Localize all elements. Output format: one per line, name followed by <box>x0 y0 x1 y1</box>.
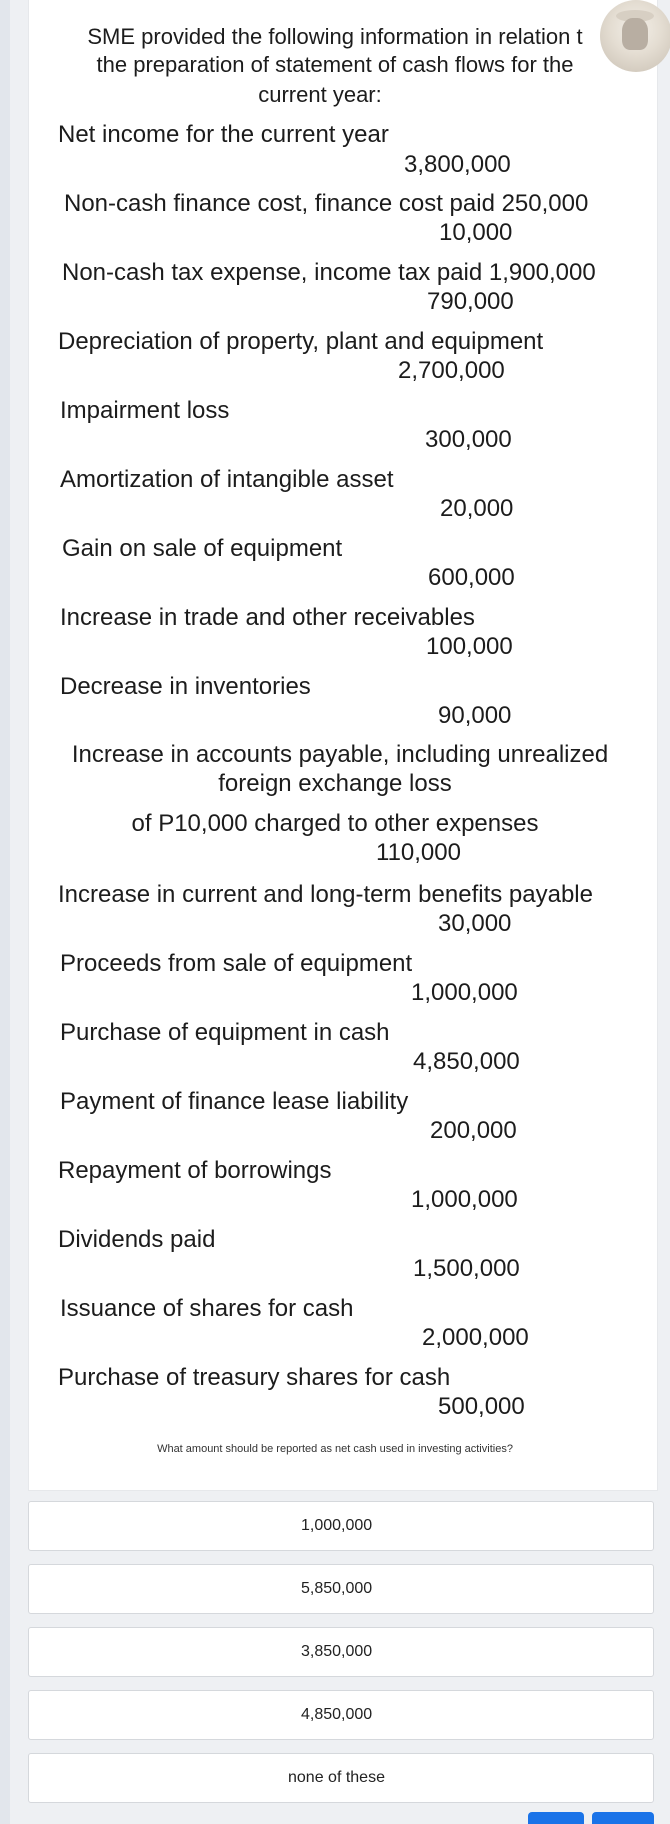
answer-option-2-label: 5,850,000 <box>301 1580 373 1597</box>
item-label-treasury-shares: Purchase of treasury shares for cash <box>58 1364 451 1391</box>
item-value-depreciation: 2,700,000 <box>398 357 505 384</box>
item-value-receivables: 100,000 <box>426 633 513 660</box>
answer-option-5-label: none of these <box>288 1769 385 1786</box>
item-value-net-income: 3,800,000 <box>404 151 511 178</box>
item-value-impairment: 300,000 <box>425 426 512 453</box>
item-label-inventories: Decrease in inventories <box>60 673 311 700</box>
item-label-issuance-shares: Issuance of shares for cash <box>60 1295 354 1322</box>
item-value-inventories: 90,000 <box>438 702 512 729</box>
answer-option-1[interactable] <box>28 1501 654 1551</box>
intro-line-2: the preparation of statement of cash flows for the <box>96 52 574 77</box>
intro-line-1: SME provided the following information in relation t <box>87 24 583 49</box>
item-value-payable: 110,000 <box>376 839 461 866</box>
item-label-amortization: Amortization of intangible asset <box>60 466 394 493</box>
item-value-benefits-payable: 30,000 <box>438 910 512 937</box>
item-value-proceeds-sale: 1,000,000 <box>411 979 518 1006</box>
item-label-payable-line-2: foreign exchange loss <box>218 770 452 797</box>
answer-option-2[interactable] <box>28 1564 654 1614</box>
item-label-payable-line-1: Increase in accounts payable, including unrealized <box>71 741 609 768</box>
item-label-depreciation: Depreciation of property, plant and equipment <box>58 328 544 355</box>
bottom-button-left[interactable] <box>528 1812 584 1824</box>
item-value-dividends: 1,500,000 <box>413 1255 520 1282</box>
item-label-impairment: Impairment loss <box>60 397 230 424</box>
item-value-treasury-shares: 500,000 <box>438 1393 525 1420</box>
item-value-finance-lease: 200,000 <box>430 1117 517 1144</box>
answer-option-1-label: 1,000,000 <box>301 1517 373 1534</box>
item-value-issuance-shares: 2,000,000 <box>422 1324 529 1351</box>
item-label-finance-lease: Payment of finance lease liability <box>60 1088 409 1115</box>
bottom-button-right[interactable] <box>592 1812 654 1824</box>
item-value-tax-expense: 790,000 <box>427 288 514 315</box>
answer-option-4-label: 4,850,000 <box>301 1706 373 1723</box>
item-label-repayment-borrowings: Repayment of borrowings <box>58 1157 332 1184</box>
item-value-purchase-equipment: 4,850,000 <box>413 1048 520 1075</box>
item-label-purchase-equipment: Purchase of equipment in cash <box>60 1019 390 1046</box>
item-value-repayment-borrowings: 1,000,000 <box>411 1186 518 1213</box>
item-label-payable-line-3: of P10,000 charged to other expenses <box>131 810 539 837</box>
item-label-proceeds-sale: Proceeds from sale of equipment <box>60 950 413 977</box>
item-label-finance-cost: Non-cash finance cost, finance cost paid 250,000 <box>64 190 589 217</box>
answer-option-3-label: 3,850,000 <box>301 1643 373 1660</box>
answer-option-4[interactable] <box>28 1690 654 1740</box>
intro-line-3: current year: <box>258 82 382 107</box>
item-value-gain-sale: 600,000 <box>428 564 515 591</box>
item-label-receivables: Increase in trade and other receivables <box>60 604 475 631</box>
left-margin-strip <box>0 0 10 1824</box>
item-label-benefits-payable: Increase in current and long-term benefits payable <box>58 881 593 908</box>
question-text: What amount should be reported as net cash used in investing activities? <box>157 1443 513 1455</box>
item-value-finance-cost: 10,000 <box>439 219 513 246</box>
item-label-net-income: Net income for the current year <box>58 121 389 148</box>
answer-option-3[interactable] <box>28 1627 654 1677</box>
answer-option-5[interactable] <box>28 1753 654 1803</box>
item-label-tax-expense: Non-cash tax expense, income tax paid 1,900,000 <box>62 259 596 286</box>
item-label-gain-sale: Gain on sale of equipment <box>62 535 343 562</box>
item-label-dividends: Dividends paid <box>58 1226 216 1253</box>
item-value-amortization: 20,000 <box>440 495 514 522</box>
